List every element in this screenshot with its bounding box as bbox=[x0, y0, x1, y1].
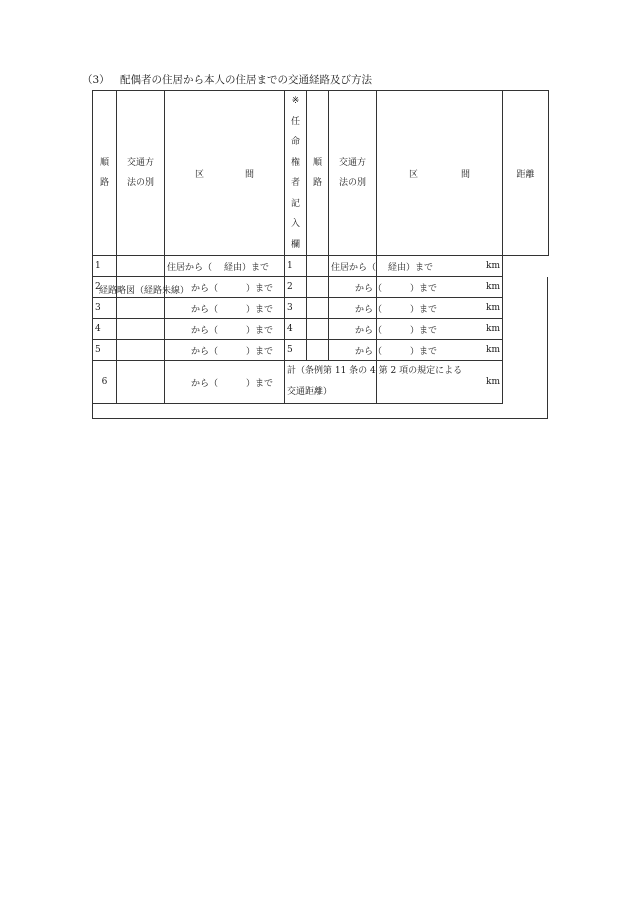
order-number: 3 bbox=[93, 298, 117, 319]
order-number-right: 1 bbox=[285, 256, 307, 277]
order-number-right: 4 bbox=[285, 319, 307, 340]
total-label-line1: 計（条例第 11 条の 4 第 2 項の規定による bbox=[287, 366, 463, 376]
order-number-right: 2 bbox=[285, 277, 307, 298]
order-number-right: 3 bbox=[285, 298, 307, 319]
header-row bbox=[93, 91, 549, 256]
section-from: から（ bbox=[191, 346, 219, 357]
section-header-right: 区 間 bbox=[377, 91, 503, 256]
distance-input[interactable]: km bbox=[377, 298, 503, 319]
section-from: 住居から（ bbox=[167, 262, 213, 273]
appointer-column-char: 入 bbox=[290, 219, 300, 229]
method-input-right[interactable] bbox=[307, 256, 329, 277]
order-header-right: 順 路 bbox=[307, 91, 329, 256]
heading-number: （3） bbox=[82, 74, 110, 86]
section-from: から（ bbox=[191, 325, 219, 336]
order-number: 4 bbox=[93, 319, 117, 340]
section-via: ）まで bbox=[410, 304, 438, 315]
section-via: 経由）まで bbox=[388, 262, 434, 273]
distance-header: 距離 bbox=[503, 91, 549, 256]
appointer-column-char: 命 bbox=[290, 137, 300, 147]
order-number: 2 bbox=[93, 277, 117, 298]
section-via: ）まで bbox=[246, 346, 274, 357]
section-from: から（ bbox=[355, 304, 383, 315]
section-via: ）まで bbox=[410, 283, 438, 294]
section-via: ）まで bbox=[246, 283, 274, 294]
appointer-column-char: 権 bbox=[290, 157, 300, 168]
section-from: から（ bbox=[355, 346, 383, 357]
order-number: 5 bbox=[93, 340, 117, 361]
method-header-right: 交通方 法の別 bbox=[329, 91, 377, 256]
distance-input[interactable]: km bbox=[377, 319, 503, 340]
section-via: ）まで bbox=[246, 378, 274, 389]
appointer-column-char: ※ bbox=[291, 96, 300, 106]
distance-input[interactable]: km bbox=[377, 277, 503, 298]
appointer-entry-column bbox=[285, 91, 307, 256]
appointer-column-char: 者 bbox=[290, 178, 300, 188]
appointer-column-char: 記 bbox=[290, 198, 300, 209]
section-from: から（ bbox=[355, 325, 383, 336]
section-from: から（ bbox=[355, 283, 383, 294]
section-header: 区 間 bbox=[165, 91, 285, 256]
section-input[interactable] bbox=[165, 256, 285, 277]
order-header: 順 路 bbox=[93, 91, 117, 256]
order-number: 1 bbox=[93, 256, 117, 277]
section-via: ）まで bbox=[246, 304, 274, 315]
section-from: 住居から（ bbox=[331, 262, 377, 273]
section-from: から（ bbox=[191, 304, 219, 315]
section-via: 経由）まで bbox=[224, 262, 270, 273]
heading-title: 配偶者の住居から本人の住居までの交通経路及び方法 bbox=[120, 74, 372, 86]
table-row bbox=[93, 256, 549, 277]
route-map-area[interactable] bbox=[92, 277, 548, 419]
order-number-right: 5 bbox=[285, 340, 307, 361]
section-from: から（ bbox=[191, 378, 219, 389]
appointer-column-char: 任 bbox=[290, 116, 300, 127]
section-input-right[interactable] bbox=[329, 256, 434, 277]
section-via: ）まで bbox=[246, 325, 274, 336]
method-header: 交通方 法の別 bbox=[117, 91, 165, 256]
form-heading bbox=[82, 72, 372, 87]
method-input[interactable] bbox=[117, 256, 165, 277]
total-distance-input[interactable]: km bbox=[377, 361, 503, 404]
section-via: ）まで bbox=[410, 325, 438, 336]
appointer-column-char: 欄 bbox=[290, 239, 300, 250]
distance-input[interactable]: km bbox=[377, 256, 503, 277]
distance-input[interactable]: km bbox=[377, 340, 503, 361]
route-map-label: 経路略図（経路朱線） bbox=[99, 286, 190, 296]
section-via: ）まで bbox=[410, 346, 438, 357]
order-number: 6 bbox=[93, 361, 117, 404]
total-label-line2: 交通距離） bbox=[287, 387, 333, 397]
section-from: から（ bbox=[191, 283, 219, 294]
